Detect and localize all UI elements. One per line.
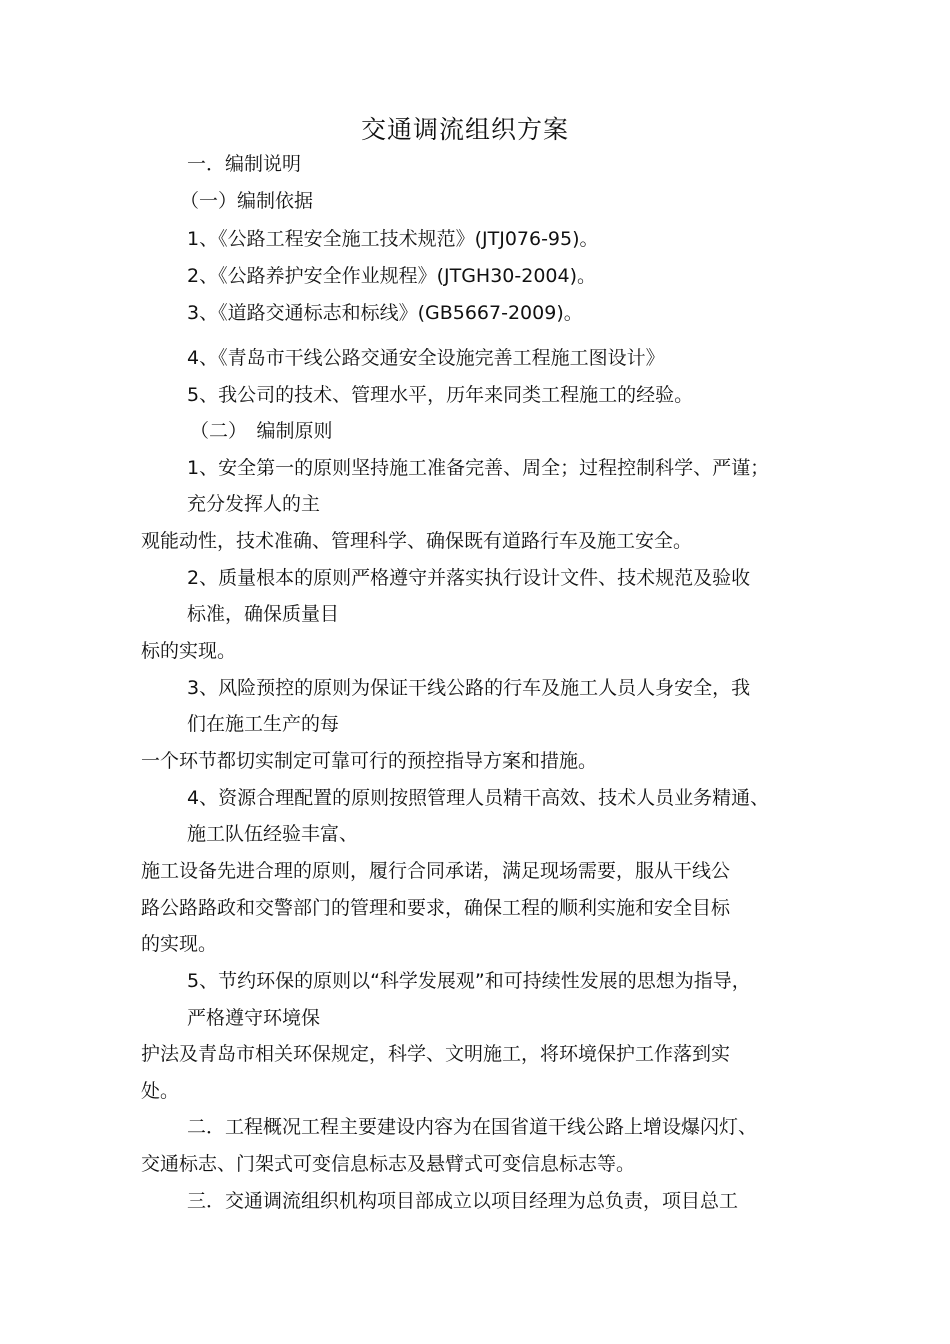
subsection-heading: （一）编制依据 bbox=[180, 190, 314, 212]
reference-item: 4、《青岛市干线公路交通安全设施完善工程施工图设计》 bbox=[187, 347, 665, 369]
reference-item: 2、《公路养护安全作业规程》(JTGH30-2004)。 bbox=[187, 265, 597, 287]
reference-item: 5、我公司的技术、管理水平，历年来同类工程施工的经验。 bbox=[187, 384, 694, 406]
paragraph-line: 4、资源合理配置的原则按照管理人员精干高效、技术人员业务精通、 bbox=[187, 787, 770, 809]
paragraph-line: 施工队伍经验丰富、 bbox=[187, 823, 359, 845]
section-heading: 二．工程概况工程主要建设内容为在国省道干线公路上增设爆闪灯、 bbox=[187, 1116, 758, 1138]
reference-item: 1、《公路工程安全施工技术规范》(JTJ076-95)。 bbox=[187, 228, 599, 250]
paragraph-line: 路公路路政和交警部门的管理和要求，确保工程的顺利实施和安全目标 bbox=[141, 897, 731, 919]
document-title: 交通调流组织方案 bbox=[360, 115, 569, 144]
paragraph-line: 观能动性，技术准确、管理科学、确保既有道路行车及施工安全。 bbox=[141, 530, 693, 552]
section-heading: 一．编制说明 bbox=[187, 153, 302, 175]
paragraph-line: 1、安全第一的原则坚持施工准备完善、周全；过程控制科学、严谨； bbox=[187, 457, 770, 479]
paragraph-line: 严格遵守环境保 bbox=[187, 1007, 321, 1029]
paragraph-line: 5、节约环保的原则以“科学发展观”和可持续性发展的思想为指导， bbox=[187, 970, 751, 992]
subsection-heading: （二） 编制原则 bbox=[190, 420, 333, 442]
paragraph-line: 充分发挥人的主 bbox=[187, 493, 321, 515]
paragraph-line: 处。 bbox=[141, 1080, 180, 1102]
paragraph-line: 交通标志、门架式可变信息标志及悬臂式可变信息标志等。 bbox=[141, 1153, 636, 1175]
paragraph-line: 标的实现。 bbox=[141, 640, 237, 662]
paragraph-line: 施工设备先进合理的原则，履行合同承诺，满足现场需要，服从干线公 bbox=[141, 860, 731, 882]
paragraph-line: 的实现。 bbox=[141, 933, 218, 955]
paragraph-line: 们在施工生产的每 bbox=[187, 713, 340, 735]
paragraph-line: 3、风险预控的原则为保证干线公路的行车及施工人员人身安全，我 bbox=[187, 677, 751, 699]
paragraph-line: 一个环节都切实制定可靠可行的预控指导方案和措施。 bbox=[141, 750, 598, 772]
paragraph-line: 护法及青岛市相关环保规定，科学、文明施工，将环境保护工作落到实 bbox=[141, 1043, 731, 1065]
reference-item: 3、《道路交通标志和标线》(GB5667-2009)。 bbox=[187, 302, 583, 324]
paragraph-line: 标准，确保质量目 bbox=[187, 603, 340, 625]
section-heading: 三．交通调流组织机构项目部成立以项目经理为总负责，项目总工 bbox=[187, 1190, 739, 1212]
paragraph-line: 2、质量根本的原则严格遵守并落实执行设计文件、技术规范及验收 bbox=[187, 567, 751, 589]
